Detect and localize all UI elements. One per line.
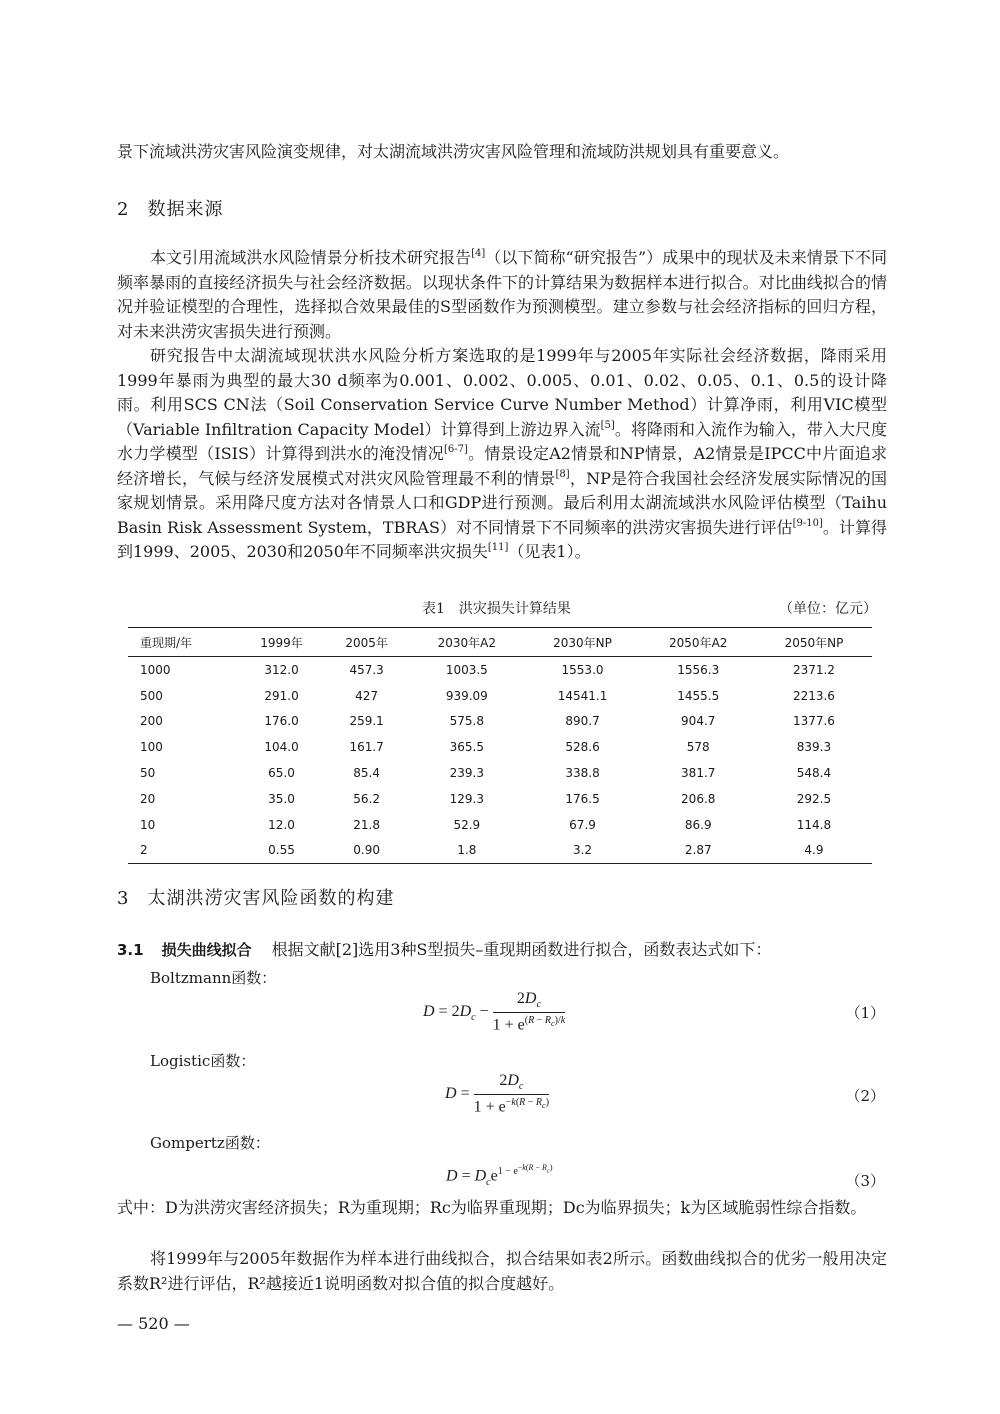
loss-value-cell: 85.4 bbox=[353, 766, 380, 781]
section-title: 太湖洪涝灾害风险函数的构建 bbox=[147, 888, 395, 909]
loss-value-cell: 890.7 bbox=[565, 714, 600, 729]
loss-value-cell: 14541.1 bbox=[557, 688, 608, 703]
loss-value-cell: 427 bbox=[355, 688, 379, 703]
loss-value-cell: 839.3 bbox=[796, 740, 832, 755]
loss-value-cell: 578 bbox=[686, 740, 710, 755]
loss-value-cell: 1556.3 bbox=[677, 662, 720, 677]
boltzmann-label: Boltzmann函数： bbox=[150, 969, 277, 987]
flood-loss-table bbox=[128, 627, 872, 864]
page-number: — 520 — bbox=[117, 1314, 190, 1333]
paragraph-data-source-2 bbox=[117, 344, 887, 565]
table-row bbox=[128, 760, 872, 786]
return-period-cell: 1000 bbox=[140, 662, 171, 677]
loss-value-cell: 457.3 bbox=[349, 662, 384, 677]
loss-value-cell: 129.3 bbox=[449, 791, 484, 806]
loss-value-cell: 4.9 bbox=[804, 843, 824, 858]
table-title: 表1 洪灾损失计算结果 bbox=[422, 601, 571, 617]
loss-value-cell: 176.5 bbox=[565, 791, 600, 806]
section-3-heading bbox=[117, 884, 394, 910]
loss-value-cell: 575.8 bbox=[449, 714, 484, 729]
loss-value-cell: 312.0 bbox=[264, 662, 299, 677]
loss-value-cell: 904.7 bbox=[681, 714, 716, 729]
table-row bbox=[128, 786, 872, 812]
loss-value-cell: 65.0 bbox=[268, 766, 295, 781]
loss-value-cell: 161.7 bbox=[349, 740, 384, 755]
return-period-cell: 100 bbox=[140, 740, 163, 755]
loss-value-cell: 292.5 bbox=[796, 791, 832, 806]
loss-value-cell: 114.8 bbox=[796, 817, 832, 832]
column-header: 1999年 bbox=[239, 628, 324, 657]
equation-gompertz: $D = D_ce^{1 - e^{-k(R - R_c)}}$ bbox=[446, 1163, 553, 1188]
table-row bbox=[128, 838, 872, 864]
loss-value-cell: 528.6 bbox=[565, 740, 600, 755]
return-period-cell: 50 bbox=[140, 766, 156, 781]
loss-value-cell: 67.9 bbox=[569, 817, 596, 832]
gompertz-label: Gompertz函数： bbox=[150, 1134, 270, 1152]
loss-value-cell: 239.3 bbox=[449, 766, 484, 781]
citation-ref: [9-10] bbox=[792, 517, 823, 529]
loss-value-cell: 35.0 bbox=[268, 791, 295, 806]
loss-value-cell: 365.5 bbox=[449, 740, 484, 755]
equation-number: （1） bbox=[845, 1004, 885, 1022]
loss-value-cell: 939.09 bbox=[445, 688, 488, 703]
text-run: 本文引用流域洪水风险情景分析技术研究报告 bbox=[150, 248, 472, 267]
loss-value-cell: 2213.6 bbox=[792, 688, 835, 703]
loss-value-cell: 12.0 bbox=[268, 817, 295, 832]
loss-value-cell: 548.4 bbox=[796, 766, 832, 781]
loss-value-cell: 291.0 bbox=[264, 688, 299, 703]
loss-value-cell: 56.2 bbox=[353, 791, 380, 806]
column-header: 2030年NP bbox=[525, 628, 641, 657]
section-number: 3 bbox=[117, 888, 130, 909]
equation-boltzmann: $D = 2D_c$ − $\frac{2D_c}{1 + e^{(R - R_c)/k}}$ bbox=[423, 990, 566, 1034]
loss-value-cell: 176.0 bbox=[264, 714, 299, 729]
text-run: ，NP是符合我国社会经济发展实际情况的国家规划情景。采用降尺度方法对各情景人口和GDP进行预测。最后利用太湖流域洪水风险评估模型（Taihu Basin Risk Assessment System，TBRAS）对不同情景下不同频率的洪涝灾害损失进行评估 bbox=[117, 468, 887, 537]
text-run: 。计算得到1999、2005、2030和2050年不同频率洪灾损失 bbox=[117, 517, 887, 561]
equation-number: （2） bbox=[845, 1087, 885, 1105]
table-row bbox=[128, 734, 872, 760]
logistic-label: Logistic函数： bbox=[150, 1052, 256, 1070]
loss-value-cell: 381.7 bbox=[681, 766, 716, 781]
paragraph-data-source-1 bbox=[117, 246, 887, 344]
text-run: （见表1）。 bbox=[508, 542, 591, 561]
citation-ref: [5] bbox=[600, 419, 615, 431]
subsection-text: 根据文献[2]选用3种S型损失–重现期函数进行拟合，函数表达式如下： bbox=[271, 940, 772, 959]
text-run: 。情景设定A2情景和NP情景，A2情景是IPCC中片面追求经济增长，气候与经济发展模式对洪灾风险管理最不利的情景 bbox=[117, 444, 887, 488]
loss-value-cell: 338.8 bbox=[565, 766, 600, 781]
loss-value-cell: 0.90 bbox=[353, 843, 380, 858]
loss-value-cell: 21.8 bbox=[353, 817, 380, 832]
table-header-row bbox=[128, 628, 872, 657]
loss-value-cell: 2371.2 bbox=[792, 662, 835, 677]
table-unit: （单位：亿元） bbox=[779, 601, 877, 617]
subsection-title: 损失曲线拟合 bbox=[161, 941, 252, 959]
column-header: 2050年NP bbox=[756, 628, 872, 657]
loss-value-cell: 206.8 bbox=[681, 791, 716, 806]
loss-value-cell: 86.9 bbox=[684, 817, 712, 832]
citation-ref: [6-7] bbox=[443, 444, 468, 455]
citation-ref: [11] bbox=[487, 542, 509, 553]
loss-value-cell: 1003.5 bbox=[445, 662, 488, 677]
column-header: 2030年A2 bbox=[409, 628, 524, 657]
table-row bbox=[128, 657, 872, 683]
table-row bbox=[128, 812, 872, 838]
loss-value-cell: 1377.6 bbox=[792, 714, 835, 729]
loss-value-cell: 3.2 bbox=[572, 843, 593, 858]
loss-value-cell: 2.87 bbox=[684, 843, 712, 858]
equation-number: （3） bbox=[845, 1172, 885, 1190]
table-row bbox=[128, 683, 872, 709]
column-header: 重现期/年 bbox=[128, 628, 239, 657]
loss-value-cell: 1553.0 bbox=[561, 662, 604, 677]
loss-value-cell: 259.1 bbox=[349, 714, 384, 729]
return-period-cell: 2 bbox=[140, 843, 148, 858]
citation-ref: [8] bbox=[555, 468, 570, 480]
loss-value-cell: 1455.5 bbox=[677, 688, 720, 703]
return-period-cell: 20 bbox=[140, 791, 156, 806]
return-period-cell: 200 bbox=[140, 714, 163, 729]
loss-value-cell: 104.0 bbox=[264, 740, 299, 755]
table-row bbox=[128, 709, 872, 735]
loss-value-cell: 52.9 bbox=[453, 817, 481, 832]
column-header: 2005年 bbox=[324, 628, 409, 657]
loss-value-cell: 0.55 bbox=[268, 843, 295, 858]
paragraph-fitting: 将1999年与2005年数据作为样本进行曲线拟合，拟合结果如表2所示。函数曲线拟合的优劣一般用决定系数R²进行评估，R²越接近1说明函数对拟合值的拟合度越好。 bbox=[117, 1249, 887, 1293]
section-number: 2 bbox=[117, 199, 130, 220]
column-header: 2050年A2 bbox=[641, 628, 756, 657]
return-period-cell: 10 bbox=[140, 817, 156, 832]
citation-ref: [4] bbox=[471, 248, 486, 259]
equation-logistic: D = $\frac{2D_c}{1 + e^{-k(R - R_c)}}$ bbox=[445, 1072, 550, 1116]
text-run: （以下简称“研究报告”）成果中的现状及未来情景下不同频率暴雨的直接经济损失与社会经济数据。以现状条件下的计算结果为数据样本进行拟合。对比曲线拟合的情况并验证模型的合理性，选择拟合效果最佳的S型函数作为预测模型。建立参数与社会经济指标的回归方程，对未来洪涝灾害损失进行预测。 bbox=[117, 248, 887, 341]
subsection-number: 3.1 bbox=[117, 941, 144, 959]
return-period-cell: 500 bbox=[140, 688, 163, 703]
text-run: 。将降雨和入流作为输入，带入大尺度水力学模型（ISIS）计算得到洪水的淹没情况 bbox=[117, 419, 887, 463]
section-title: 数据来源 bbox=[147, 199, 224, 220]
equation-definitions: 式中：D为洪涝灾害经济损失；R为重现期；Rc为临界重现期；Dc为临界损失；k为区域脆弱性综合指数。 bbox=[117, 1198, 867, 1217]
paragraph-intro-end: 景下流域洪涝灾害风险演变规律，对太湖流域洪涝灾害风险管理和流域防洪规划具有重要意义。 bbox=[117, 142, 790, 161]
text-run: 研究报告中太湖流域现状洪水风险分析方案选取的是1999年与2005年实际社会经济数据，降雨采用1999年暴雨为典型的最大30 d频率为0.001、0.002、0.005、0.01、0.02、0.05、0.1、0.5的设计降雨。利用SCS CN法（Soil Conservation Service Curve Number Method）计算净雨，利用VIC模型（Variable Infiltration Capacity Model）计算得到上游边界入流 bbox=[117, 346, 887, 439]
loss-value-cell: 1.8 bbox=[457, 843, 477, 858]
subsection-3-1 bbox=[117, 938, 771, 962]
section-2-heading bbox=[117, 195, 223, 221]
